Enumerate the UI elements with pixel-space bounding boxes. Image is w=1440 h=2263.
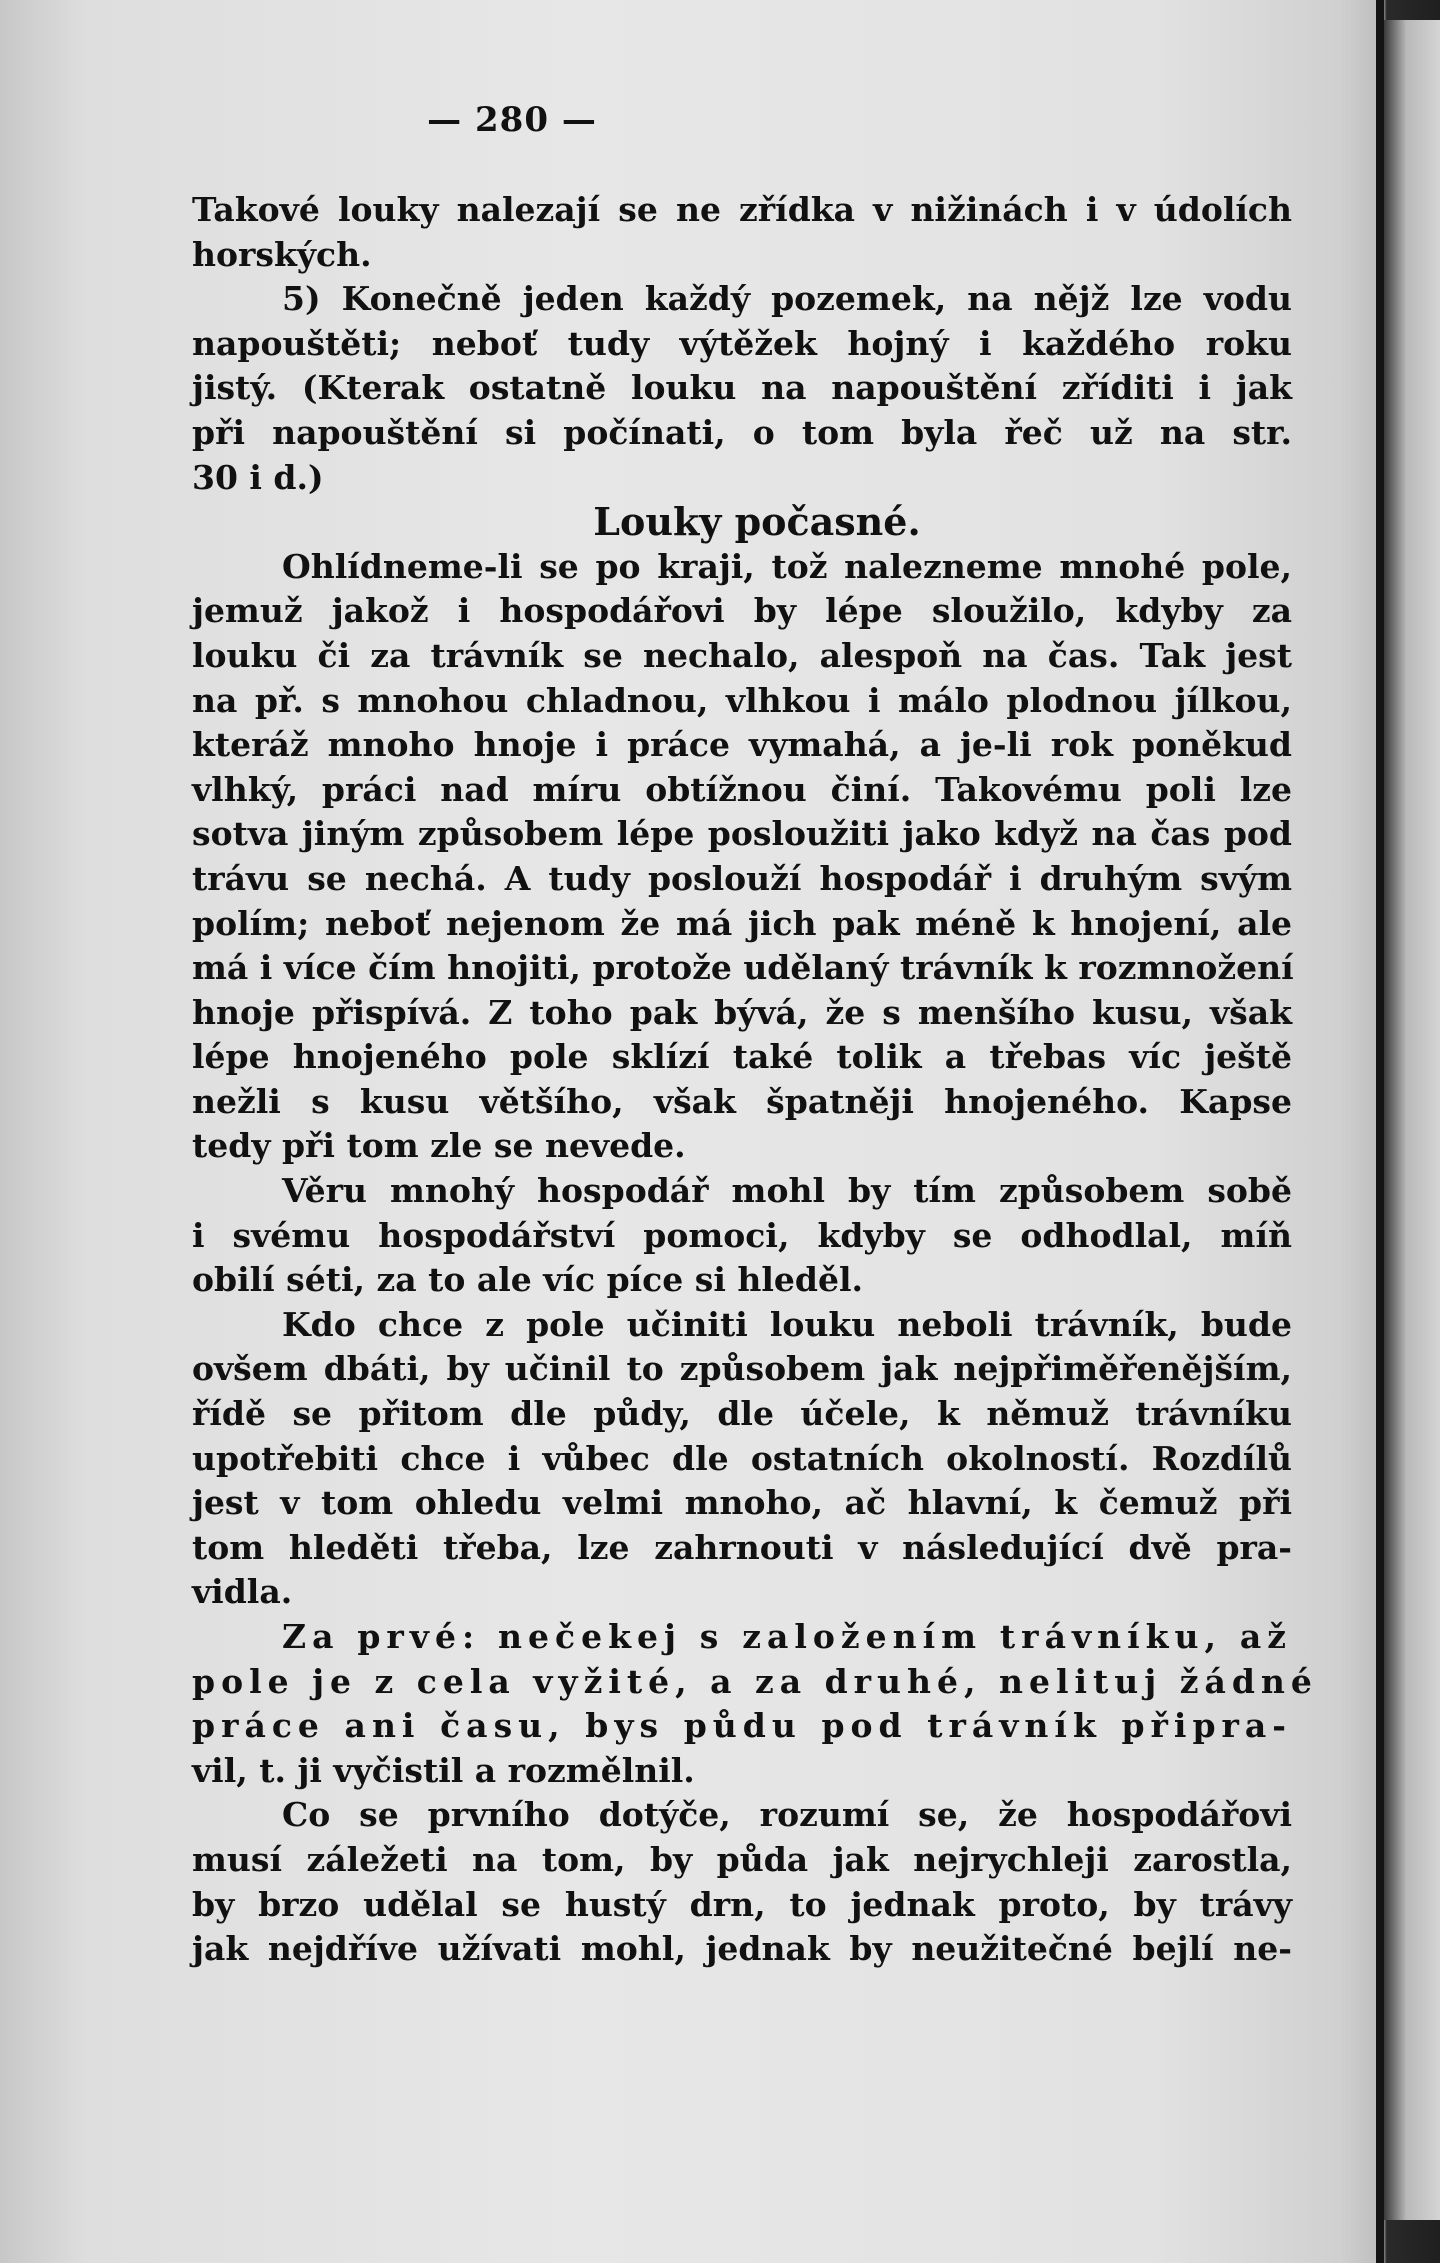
- section-heading: Louky počasné.: [593, 499, 921, 545]
- text-line: i svému hospodářství pomoci, kdyby se odhodlal, míň: [192, 1215, 1292, 1255]
- text-line: horských.: [192, 234, 372, 274]
- text-line: polím; neboť nejenom že má jich pak méně k hnojení, ale: [192, 903, 1292, 943]
- page-number: — 280 —: [427, 100, 597, 140]
- text-line: tom hleděti třeba, lze zahrnouti v následující dvě pra-: [192, 1527, 1292, 1567]
- text-line: by brzo udělal se hustý drn, to jednak proto, by trávy: [192, 1884, 1292, 1924]
- text-line: Co se prvního dotýče, rozumí se, že hospodářovi: [282, 1795, 1292, 1835]
- text-line: Kdo chce z pole učiniti louku neboli trávník, bude: [282, 1304, 1292, 1344]
- text-line: musí záležeti na tom, by půda jak nejrychleji zarostla,: [192, 1839, 1292, 1879]
- text-line: kteráž mnoho hnoje i práce vymahá, a je-li rok poněkud: [192, 725, 1292, 765]
- text-line: tedy při tom zle se nevede.: [192, 1126, 686, 1166]
- text-line: pole je z cela vyžité, a za druhé, nelituj žádné: [192, 1661, 1318, 1701]
- text-line: trávu se nechá. A tudy poslouží hospodář i druhým svým: [192, 858, 1292, 898]
- book-spine-shadow: [1376, 0, 1384, 2263]
- text-line: vlhký, práci nad míru obtížnou činí. Takovému poli lze: [192, 769, 1292, 809]
- text-line: Ohlídneme-li se po kraji, tož nalezneme mnohé pole,: [282, 546, 1292, 586]
- text-line: upotřebiti chce i vůbec dle ostatních okolností. Rozdílů: [192, 1438, 1292, 1478]
- text-line: jemuž jakož i hospodářovi by lépe sloužilo, kdyby za: [192, 591, 1292, 631]
- text-line: 30 i d.): [192, 457, 324, 497]
- text-line: louku či za trávník se nechalo, alespoň na čas. Tak jest: [192, 635, 1292, 675]
- text-line: lépe hnojeného pole sklízí také tolik a třebas víc ještě: [192, 1037, 1292, 1077]
- text-line: jak nejdříve užívati mohl, jednak by neužitečné bejlí ne-: [192, 1929, 1292, 1969]
- text-line: 5) Konečně jeden každý pozemek, na nějž lze vodu: [282, 279, 1292, 319]
- text-line: hnoje přispívá. Z toho pak bývá, že s menšího kusu, však: [192, 992, 1292, 1032]
- text-line: Za prvé: nečekej s založením trávníku, až: [282, 1617, 1292, 1656]
- text-line: řídě se přitom dle půdy, dle účele, k němuž trávníku: [192, 1394, 1292, 1434]
- text-line: napouštěti; neboť tudy výtěžek hojný i každého roku: [192, 323, 1292, 363]
- text-line: nežli s kusu většího, však špatněji hnojeného. Kapse: [192, 1081, 1292, 1121]
- text-line: ovšem dbáti, by učinil to způsobem jak nejpřiměřenějším,: [192, 1349, 1292, 1389]
- facing-page-edge: [1384, 20, 1440, 2220]
- text-line: jistý. (Kterak ostatně louku na napouštění zříditi i jak: [192, 368, 1292, 408]
- text-line: při napouštění si počínati, o tom byla řeč už na str.: [192, 412, 1292, 452]
- text-line: má i více čím hnojiti, protože udělaný trávník k rozmnožení: [192, 948, 1294, 988]
- text-line: vil, t. ji vyčistil a rozmělnil.: [192, 1750, 695, 1790]
- text-line: obilí séti, za to ale víc píce si hleděl.: [192, 1260, 863, 1300]
- text-line: vidla.: [192, 1572, 293, 1612]
- page-body-text: [192, 188, 1318, 1972]
- text-line: Takové louky nalezají se ne zřídka v nižinách i v údolích: [192, 190, 1292, 229]
- text-line: sotva jiným způsobem lépe posloužiti jako když na čas pod: [192, 814, 1292, 854]
- text-line: jest v tom ohledu velmi mnoho, ač hlavní, k čemuž při: [192, 1483, 1292, 1523]
- text-line: Věru mnohý hospodář mohl by tím způsobem sobě: [282, 1171, 1292, 1211]
- text-line: práce ani času, bys půdu pod trávník připra-: [192, 1706, 1292, 1746]
- book-page: [192, 100, 1318, 2200]
- text-line: na př. s mnohou chladnou, vlhkou i málo plodnou jílkou,: [192, 680, 1292, 720]
